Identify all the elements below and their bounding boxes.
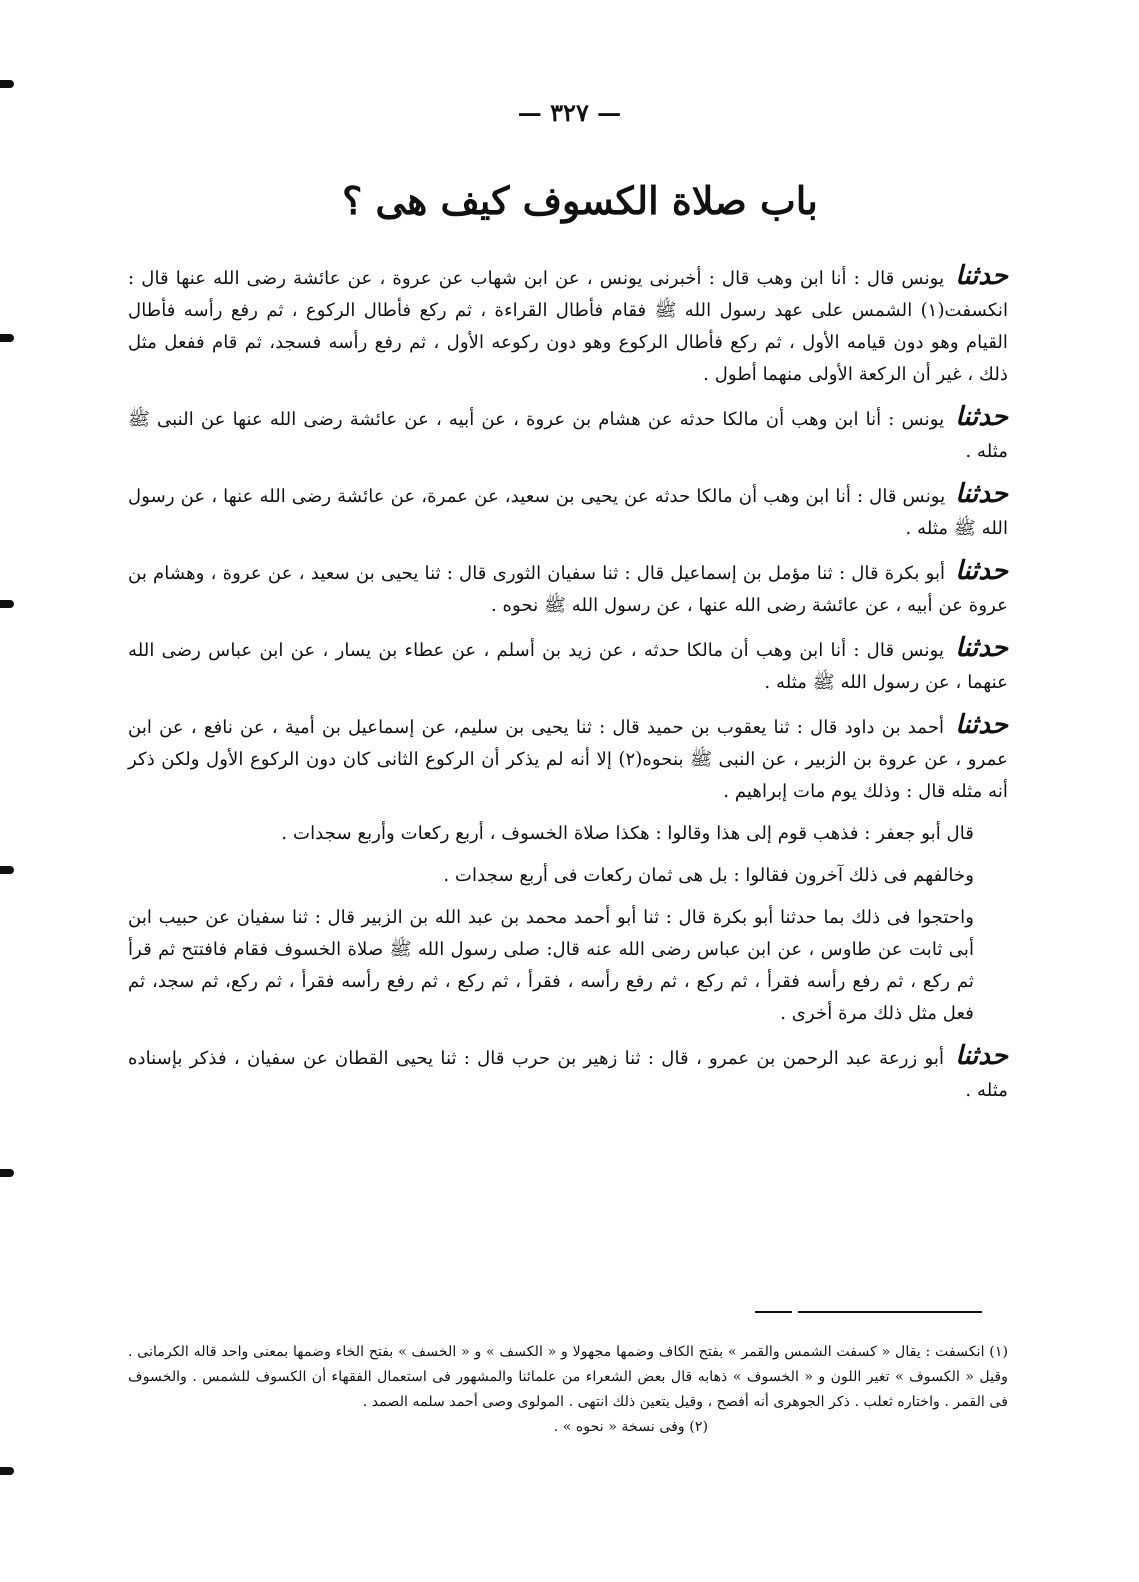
paragraph-text: أبو بكرة قال : ثنا مؤمل بن إسماعيل قال : ثنا سفيان الثورى قال : ثنا يحيى بن سعيد ، عن عروة ، وهشام بن عروة عن أبيه ، عن عائشة رضى الله عنها ، عن رسول الله ﷺ نحوه . <box>128 563 1008 616</box>
footnotes <box>128 1340 1008 1440</box>
hadith-paragraph <box>128 709 1008 808</box>
main-text <box>128 260 1008 1117</box>
footnote-divider <box>755 1311 982 1313</box>
commentary-paragraph <box>128 902 1008 1030</box>
scan-edge-mark <box>0 334 14 342</box>
paragraph-text: يونس : أنا ابن وهب أن مالكا حدثه عن هشام بن عروة ، عن أبيه ، عن عائشة رضى الله عنها عن النبى ﷺ مثله . <box>128 409 1008 462</box>
hadith-paragraph <box>128 401 1008 468</box>
scan-edge-mark <box>0 866 14 874</box>
paragraph-lead: حدثنا <box>955 1041 1008 1071</box>
scan-edge-mark <box>0 1467 14 1475</box>
paragraph-lead: حدثنا <box>955 710 1008 740</box>
paragraph-lead: حدثنا <box>955 479 1008 509</box>
paragraph-lead: حدثنا <box>955 556 1008 586</box>
scan-edge-mark <box>0 80 14 88</box>
footnote-divider-gap <box>792 1307 798 1315</box>
paragraph-lead: حدثنا <box>955 402 1008 432</box>
hadith-paragraph <box>128 1040 1008 1107</box>
paragraph-text: أبو زرعة عبد الرحمن بن عمرو ، قال : ثنا زهير بن حرب قال : ثنا يحيى القطان عن سفيان ، فذكر بإسناده مثله . <box>128 1048 1008 1101</box>
paragraph-text: يونس قال : أنا ابن وهب أن مالكا حدثه عن يحيى بن سعيد، عن عمرة، عن عائشة رضى الله عنها ، عن رسول الله ﷺ مثله . <box>128 486 1008 539</box>
paragraph-text: وخالفهم فى ذلك آخرون فقالوا : بل هى ثمان ركعات فى أربع سجدات . <box>443 865 974 886</box>
paragraph-text: قال أبو جعفر : فذهب قوم إلى هذا وقالوا : هكذا صلاة الخسوف ، أربع ركعات وأربع سجدات . <box>281 823 974 844</box>
hadith-paragraph <box>128 260 1008 391</box>
paragraph-text: أحمد بن داود قال : ثنا يعقوب بن حميد قال : ثنا يحيى بن سليم، عن إسماعيل بن أمية ، عن نافع ، عن ابن عمرو ، عن عروة بن الزبير ، عن النبى ﷺ بنحوه(٢) إلا أنه لم يذكر أن الركوع الثانى كان دون الركوع الأول ولكن ذكر أنه مثله قال : وذلك يوم مات إبراهيم . <box>128 717 1008 802</box>
footnote-2: (٢) وفى نسخة « نحوه » . <box>553 1419 708 1435</box>
paragraph-lead: حدثنا <box>955 261 1008 291</box>
chapter-title: باب صلاة الكسوف كيف هى ؟ <box>342 178 818 223</box>
paragraph-text: واحتجوا فى ذلك بما حدثنا أبو بكرة قال : ثنا أبو أحمد محمد بن عبد الله بن الزبير قال : ثنا سفيان عن حبيب ابن أبى ثابت عن طاوس ، عن ابن عباس رضى الله عنه قال: صلى رسول الله ﷺ صلاة الخسوف فقام فافتتح ثم قرأ ثم ركع ، ثم رفع رأسه فقرأ ، ثم ركع ، ثم رفع رأسه ، فقرأ ، ثم ركع ، ثم رفع رأسه فقرأ ، ثم ركع، ثم سجد، ثم فعل مثل ذلك مرة أخرى . <box>128 907 974 1024</box>
scan-edge-mark <box>0 600 14 608</box>
scan-edge-mark <box>0 1169 14 1177</box>
commentary-paragraph <box>128 818 1008 850</box>
paragraph-text: يونس قال : أنا ابن وهب أن مالكا حدثه ، عن زيد بن أسلم ، عن عطاء بن يسار ، عن ابن عباس رضى الله عنهما ، عن رسول الله ﷺ مثله . <box>128 640 1008 693</box>
footnote-1: (١) انكسفت : يقال « كسفت الشمس والقمر » بفتح الكاف وضمها مجهولا و « الكسف » و « الخسف » بفتح الخاء وضمها بمعنى واحد قاله الكرمانى . وقيل « الكسوف » تغير اللون و « الخسوف » ذهابه قال بعض الشعراء من علمائنا والمشهور فى استعمال الفقهاء أن الكسوف للشمس . والخسوف فى القمر . واختاره ثعلب . ذكر الجوهرى أنه أفصح ، وقيل يتعين ذلك انتهى . المولوى وصى أحمد سلمه الصمد . <box>128 1344 1008 1410</box>
paragraph-lead: حدثنا <box>955 633 1008 663</box>
hadith-paragraph <box>128 555 1008 622</box>
paragraph-text: يونس قال : أنا ابن وهب قال : أخبرنى يونس ، عن ابن شهاب عن عروة ، عن عائشة رضى الله عنها قال : انكسفت(١) الشمس على عهد رسول الله ﷺ فقام فأطال القراءة ، ثم ركع فأطال الركوع ، ثم رفع رأسه فأطال القيام وهو دون قيامه الأول ، ثم ركع فأطال الركوع وهو دون ركوعه الأول ، ثم رفع رأسه فسجد، ثم قام ففعل مثل ذلك ، غير أن الركعة الأولى منهما أطول . <box>128 268 1008 385</box>
page-number: — ٣٢٧ — <box>517 98 622 127</box>
hadith-paragraph <box>128 478 1008 545</box>
hadith-paragraph <box>128 632 1008 699</box>
commentary-paragraph <box>128 860 1008 892</box>
